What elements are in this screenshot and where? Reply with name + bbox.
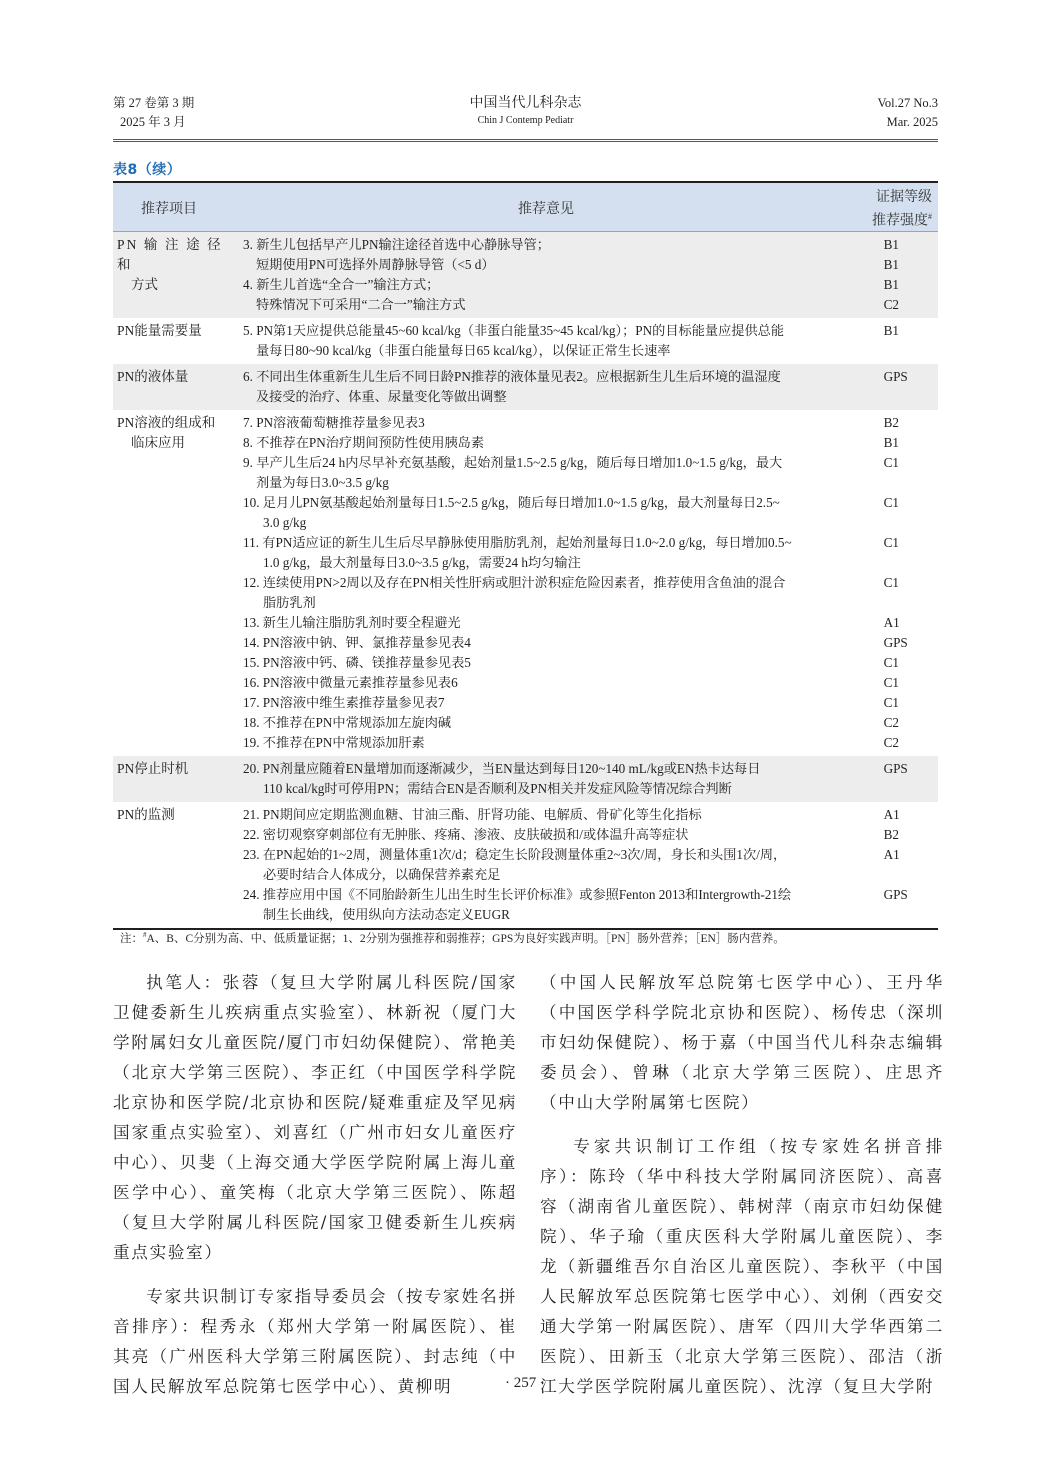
header-rule	[113, 139, 938, 140]
recommendation-line	[113, 413, 938, 433]
evidence-grade: C1	[883, 455, 899, 470]
recommendation-line	[113, 825, 938, 845]
table-note-mark: #	[143, 931, 147, 940]
evidence-grade: B1	[883, 277, 899, 292]
recommendation-text: 15. PN溶液中钙、磷、镁推荐量参见表5	[243, 655, 471, 670]
recommendation-text: 24. 推荐应用中国《不同胎龄新生儿出生时生长评价标准》或参照Fenton 2013和Intergrowth-21绘	[243, 887, 792, 902]
recommendation-line	[113, 573, 938, 593]
body-column-right	[540, 968, 944, 1402]
recommendation-line	[113, 865, 938, 885]
recommendation-line	[113, 367, 938, 387]
recommendation-text: 20. PN剂量应随着EN量增加而逐渐减少，当EN量达到每日120~140 mL/kg或EN热卡达每日	[243, 761, 761, 776]
table-row-group	[113, 756, 938, 802]
recommendation-text: 量每日80~90 kcal/kg（非蛋白能量每日65 kcal/kg），以保证正常生长速率	[256, 343, 671, 358]
recommendation-line	[113, 321, 938, 341]
recommendation-text: 110 kcal/kg时可停用PN；需结合EN是否顺利及PN相关并发症风险等情况综合判断	[263, 781, 732, 796]
evidence-grade	[880, 553, 938, 573]
evidence-grade: C2	[883, 297, 899, 312]
recommendation-line	[113, 553, 938, 573]
volume-issue-en: Vol.27 No.3	[877, 96, 938, 110]
row-item-label	[117, 805, 235, 825]
row-item-label-line1: PN的液体量	[117, 369, 189, 384]
recommendation-text: 特殊情况下可采用“二合一”输注方式	[256, 297, 466, 312]
page-number: · 257 ·	[505, 1375, 545, 1391]
row-item-label	[117, 321, 235, 341]
recommendation-text: 11. 有PN适应证的新生儿生后尽早静脉使用脂肪乳剂，起始剂量每日1.0~2.0 g/kg，每日增加0.5~	[243, 535, 792, 550]
recommendation-text: 5. PN第1天应提供总能量45~60 kcal/kg（非蛋白能量35~45 kcal/kg）；PN的目标能量应提供总能	[243, 323, 785, 338]
recommendation-text: 必要时结合人体成分，以确保营养素充足	[263, 867, 501, 882]
table-body	[113, 232, 938, 928]
row-item-label-line1: PN停止时机	[117, 761, 189, 776]
recommendation-text: 制生长曲线，使用纵向方法动态定义EUGR	[263, 907, 510, 922]
header-grade-line1: 证据等级	[876, 190, 932, 205]
evidence-grade	[880, 341, 938, 361]
table-row-group	[113, 318, 938, 364]
recommendation-line	[113, 593, 938, 613]
evidence-grade: C1	[883, 535, 899, 550]
recommendation-line	[113, 759, 938, 779]
row-item-label-line1: PN 输 注 途 径 和	[117, 237, 223, 272]
row-item-label	[117, 367, 235, 387]
recommendation-text: 3. 新生儿包括早产儿PN输注途径首选中心静脉导管；	[243, 237, 550, 252]
header-item: 推荐项目	[141, 202, 197, 217]
recommendation-text: 7. PN溶液葡萄糖推荐量参见表3	[243, 415, 425, 430]
recommendation-line	[113, 905, 938, 925]
row-item-label-line1: PN溶液的组成和	[117, 415, 216, 430]
recommendation-text: 18. 不推荐在PN中常规添加左旋肉碱	[243, 715, 452, 730]
header-recommendation: 推荐意见	[518, 202, 574, 217]
recommendation-line	[113, 387, 938, 407]
running-head-right	[877, 94, 938, 132]
table-row-group	[113, 232, 938, 318]
volume-issue-cn: 第 27 卷第 3 期	[113, 96, 195, 110]
evidence-grade: C1	[883, 575, 899, 590]
recommendation-line	[113, 493, 938, 513]
recommendation-text: 14. PN溶液中钠、钾、氯推荐量参见表4	[243, 635, 471, 650]
body-column-left	[113, 968, 517, 1402]
recommendation-text: 9. 早产儿生后24 h内尽早补充氨基酸，起始剂量1.5~2.5 g/kg，随后每日增加1.0~1.5 g/kg，最大	[243, 455, 783, 470]
evidence-grade: A1	[883, 807, 900, 822]
evidence-grade: GPS	[883, 887, 908, 902]
steering-committee-continued: （中国人民解放军总院第七医学中心）、王丹华（中国医学科学院北京协和医院）、杨传忠（深圳市妇幼保健院）、杨于嘉（中国当代儿科杂志编辑委员会）、曾琳（北京大学第三医院）、庄思齐（中山大学附属第七医院）	[540, 973, 944, 1112]
working-group-paragraph: 专家共识制订工作组（按专家姓名拼音排序）：陈玲（华中科技大学附属同济医院）、高喜容（湖南省儿童医院）、韩树萍（南京市妇幼保健院）、华子瑜（重庆医科大学附属儿童医院）、李龙（新疆维吾尔自治区儿童医院）、李秋平（中国人民解放军总医院第七医学中心）、刘俐（西安交通大学第一附属医院）、唐军（四川大学华西第二医院）、田新玉（北京大学第三医院）、邵洁（浙江大学医学院附属儿童医院）、沈淳（复旦大学附	[540, 1137, 944, 1396]
recommendation-line	[113, 713, 938, 733]
evidence-grade	[880, 513, 938, 533]
journal-title-en: Chin J Contemp Pediatr	[477, 115, 574, 126]
row-item-label-line1: PN的监测	[117, 807, 175, 822]
row-item-label	[117, 235, 235, 295]
recommendation-text: 4. 新生儿首选“全合一”输注方式；	[243, 277, 440, 292]
table-note	[120, 930, 785, 946]
evidence-grade	[880, 905, 938, 925]
row-item-label	[117, 413, 235, 453]
recommendation-text: 6. 不同出生体重新生儿生后不同日龄PN推荐的液体量见表2。应根据新生儿生后环境的温湿度	[243, 369, 781, 384]
recommendation-line	[113, 255, 938, 275]
date-cn: 2025 年 3 月	[120, 115, 186, 129]
row-item-label-line2: 方式	[131, 277, 158, 292]
recommendation-text: 1.0 g/kg，最大剂量每日3.0~3.5 g/kg，需要24 h均匀输注	[263, 555, 581, 570]
running-head-center	[113, 94, 938, 129]
steering-committee-paragraph: 专家共识制订专家指导委员会（按专家姓名拼音排序）：程秀永（郑州大学第一附属医院）、崔其亮（广州医科大学第三附属医院）、封志纯（中国人民解放军总院第七医学中心）、黄柳明	[113, 1287, 517, 1396]
evidence-grade: B2	[883, 415, 899, 430]
evidence-grade	[880, 865, 938, 885]
recommendation-text: 17. PN溶液中维生素推荐量参见表7	[243, 695, 445, 710]
recommendation-text: 短期使用PN可选择外周静脉导管（<5 d）	[256, 257, 495, 272]
table-note-prefix: 注：	[120, 933, 143, 945]
recommendation-line	[113, 275, 938, 295]
evidence-grade	[880, 593, 938, 613]
recommendation-table	[113, 181, 938, 930]
recommendation-text: 10. 足月儿PN氨基酸起始剂量每日1.5~2.5 g/kg，随后每日增加1.0~1.5 g/kg，最大剂量每日2.5~	[243, 495, 780, 510]
evidence-grade	[880, 387, 938, 407]
recommendation-line	[113, 653, 938, 673]
recommendation-line	[113, 779, 938, 799]
date-en: Mar. 2025	[886, 115, 938, 129]
recommendation-text: 及接受的治疗、体重、尿量变化等做出调整	[256, 389, 507, 404]
recommendation-line	[113, 633, 938, 653]
recommendation-text: 脂肪乳剂	[263, 595, 316, 610]
recommendation-text: 23. 在PN起始的1~2周，测量体重1次/d；稳定生长阶段测量体重2~3次/周，身长和头围1次/周，	[243, 847, 787, 862]
recommendation-line	[113, 473, 938, 493]
recommendation-line	[113, 733, 938, 753]
recommendation-line	[113, 613, 938, 633]
recommendation-line	[113, 341, 938, 361]
row-item-label	[117, 759, 235, 779]
running-head	[113, 94, 938, 136]
recommendation-text: 21. PN期间应定期监测血糖、甘油三酯、肝肾功能、电解质、骨矿化等生化指标	[243, 807, 702, 822]
header-grade-mark: #	[928, 212, 932, 221]
table-header	[113, 183, 938, 232]
recommendation-text: 22. 密切观察穿刺部位有无肿胀、疼痛、渗液、皮肤破损和/或体温升高等症状	[243, 827, 689, 842]
recommendation-line	[113, 885, 938, 905]
evidence-grade: B1	[883, 323, 899, 338]
recommendation-text: 剂量为每日3.0~3.5 g/kg	[256, 475, 389, 490]
header-grade-line2: 推荐强度	[872, 213, 928, 229]
recommendation-line	[113, 235, 938, 255]
header-rule	[113, 141, 938, 142]
author-paragraph: 执笔人：张蓉（复旦大学附属儿科医院/国家卫健委新生儿疾病重点实验室）、林新祝（厦门大学附属妇女儿童医院/厦门市妇幼保健院）、常艳美（北京大学第三医院）、李正红（中国医学科学院北京协和医学院/北京协和医院/疑难重症及罕见病国家重点实验室）、刘喜红（广州市妇女儿童医疗中心）、贝斐（上海交通大学医学院附属上海儿童医学中心）、童笑梅（北京大学第三医院）、陈超（复旦大学附属儿科医院/国家卫健委新生儿疾病重点实验室）	[113, 973, 517, 1262]
evidence-grade: C1	[883, 675, 899, 690]
recommendation-text: 12. 连续使用PN>2周以及存在PN相关性肝病或胆汁淤积症危险因素者，推荐使用含鱼油的混合	[243, 575, 786, 590]
recommendation-line	[113, 693, 938, 713]
evidence-grade: GPS	[883, 369, 908, 384]
recommendation-line	[113, 673, 938, 693]
table-row-group	[113, 802, 938, 928]
evidence-grade: B2	[883, 827, 899, 842]
row-item-label-line1: PN能量需要量	[117, 323, 202, 338]
recommendation-text: 8. 不推荐在PN治疗期间预防性使用胰岛素	[243, 435, 485, 450]
recommendation-text: 3.0 g/kg	[263, 515, 307, 530]
evidence-grade: C1	[883, 495, 899, 510]
table-note-text: A、B、C分别为高、中、低质量证据；1、2分别为强推荐和弱推荐；GPS为良好实践声明。［PN］肠外营养；［EN］肠内营养。	[146, 933, 785, 945]
evidence-grade: A1	[883, 847, 900, 862]
table-caption: 表8（续）	[113, 162, 182, 178]
evidence-grade: C2	[883, 735, 899, 750]
evidence-grade: GPS	[883, 761, 908, 776]
evidence-grade: C1	[883, 655, 899, 670]
evidence-grade	[880, 779, 938, 799]
recommendation-text: 19. 不推荐在PN中常规添加肝素	[243, 735, 425, 750]
recommendation-line	[113, 433, 938, 453]
evidence-grade: C1	[883, 695, 899, 710]
recommendation-line	[113, 453, 938, 473]
recommendation-line	[113, 845, 938, 865]
row-item-label-line2: 临床应用	[131, 435, 185, 450]
evidence-grade: B1	[883, 237, 899, 252]
table-row-group	[113, 364, 938, 410]
evidence-grade: B1	[883, 435, 899, 450]
recommendation-line	[113, 805, 938, 825]
journal-title-cn: 中国当代儿科杂志	[469, 96, 582, 111]
evidence-grade: GPS	[883, 635, 908, 650]
table-row-group	[113, 410, 938, 756]
recommendation-text: 13. 新生儿输注脂肪乳剂时要全程避光	[243, 615, 461, 630]
recommendation-text: 16. PN溶液中微量元素推荐量参见表6	[243, 675, 458, 690]
evidence-grade: C2	[883, 715, 899, 730]
evidence-grade: A1	[883, 615, 900, 630]
recommendation-line	[113, 533, 938, 553]
evidence-grade: B1	[883, 257, 899, 272]
header-grade	[872, 188, 932, 231]
recommendation-line	[113, 513, 938, 533]
evidence-grade	[880, 473, 938, 493]
recommendation-line	[113, 295, 938, 315]
